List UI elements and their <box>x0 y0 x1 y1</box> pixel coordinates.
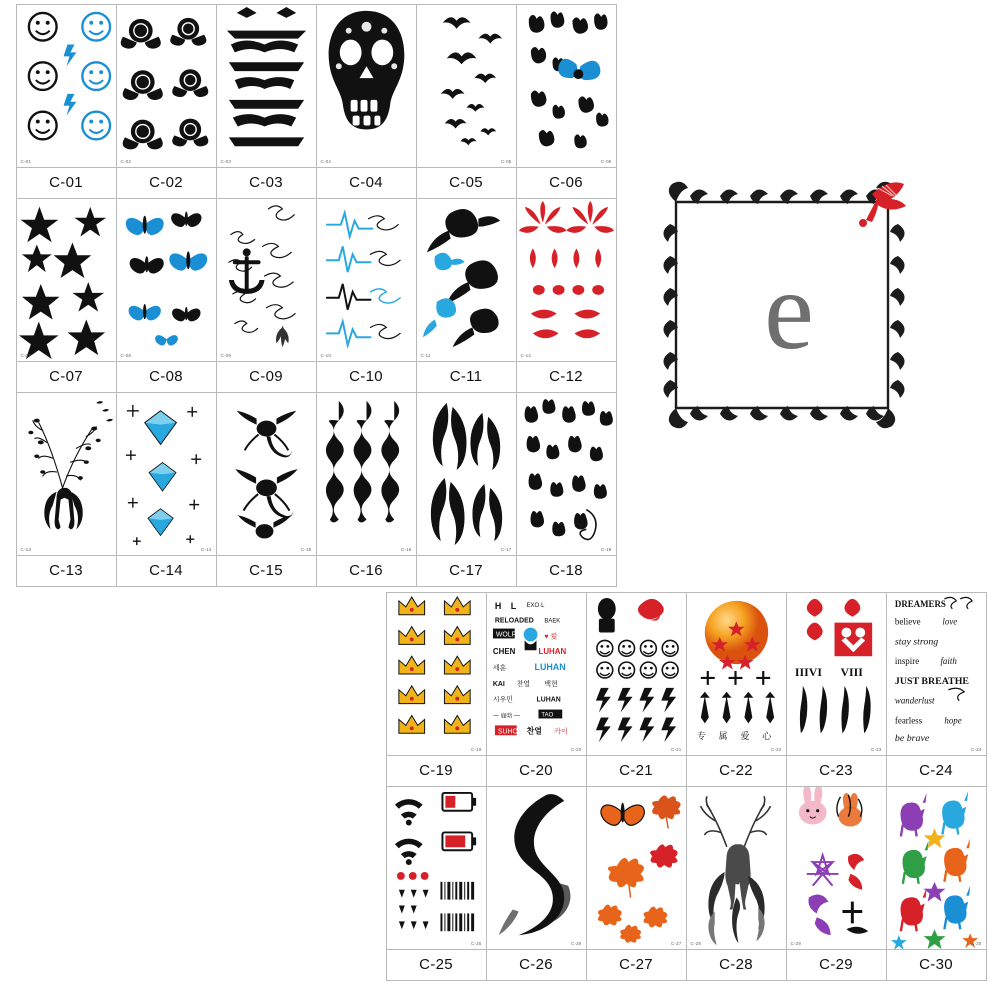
sticker-cell-c18[interactable] <box>516 392 617 587</box>
code-label-c23: C-23 <box>787 755 886 786</box>
art-butterflies <box>117 199 216 361</box>
art-ink-smoke-swirl <box>487 787 586 949</box>
art-heartbeat-lines-and-script <box>317 199 416 361</box>
sticker-cell-c25[interactable] <box>386 786 487 981</box>
svg-text:RELOADED: RELOADED <box>494 617 534 625</box>
code-label-c14: C-14 <box>117 555 216 586</box>
sticker-cell-c19[interactable] <box>386 592 487 787</box>
sticker-cell-c03[interactable] <box>216 4 317 199</box>
art-roses <box>117 5 216 167</box>
tiny-code-c25: C-25 <box>470 940 482 946</box>
code-label-c08: C-08 <box>117 361 216 392</box>
code-label-c30: C-30 <box>887 949 986 980</box>
svg-text:세훈: 세훈 <box>492 664 506 672</box>
sticker-cell-c16[interactable] <box>316 392 417 587</box>
art-cats-and-ribbon <box>517 5 616 167</box>
tiny-code-c12: C-12 <box>520 352 532 358</box>
svg-text:SUHO: SUHO <box>497 727 518 735</box>
sticker-cell-c14[interactable] <box>116 392 217 587</box>
art-gold-crowns <box>387 593 486 755</box>
tiny-code-c23: C-23 <box>870 746 882 752</box>
code-label-c06: C-06 <box>517 167 616 198</box>
svg-text:faith: faith <box>939 655 957 666</box>
art-koi-fish <box>417 199 516 361</box>
tiny-code-c11: C-11 <box>420 352 431 358</box>
svg-text:属: 属 <box>718 730 728 741</box>
svg-text:JUST BREATHE: JUST BREATHE <box>894 675 969 687</box>
tiny-code-c10: C-10 <box>320 352 332 358</box>
art-kpop-text-stickers <box>487 593 586 755</box>
svg-text:시우민: 시우민 <box>492 696 513 704</box>
code-label-c02: C-02 <box>117 167 216 198</box>
code-label-c26: C-26 <box>487 949 586 980</box>
svg-text:VIII: VIII <box>839 664 863 679</box>
frame-letter: e <box>764 249 814 373</box>
tiny-code-c07: C-07 <box>20 352 32 358</box>
code-label-c07: C-07 <box>17 361 116 392</box>
svg-text:CHEN: CHEN <box>492 646 515 656</box>
code-label-c13: C-13 <box>17 555 116 586</box>
code-label-c21: C-21 <box>587 755 686 786</box>
svg-text:백현: 백현 <box>543 680 558 688</box>
code-label-c04: C-04 <box>317 167 416 198</box>
sticker-cell-c22[interactable] <box>686 592 787 787</box>
art-calligraphy-words <box>887 593 986 755</box>
sticker-cell-c21[interactable] <box>586 592 687 787</box>
code-label-c20: C-20 <box>487 755 586 786</box>
svg-text:fearless: fearless <box>894 714 922 725</box>
art-scorpions <box>217 393 316 555</box>
svg-text:爱: 爱 <box>739 730 749 741</box>
red-dragonfly-ornament <box>859 182 906 227</box>
tiny-code-c30: C-30 <box>970 940 982 946</box>
code-label-c22: C-22 <box>687 755 786 786</box>
svg-text:inspire: inspire <box>894 655 919 666</box>
art-butterfly-and-maple-leaves <box>587 787 686 949</box>
tiny-code-c02: C-02 <box>120 158 132 164</box>
code-label-c01: C-01 <box>17 167 116 198</box>
sticker-cell-c05[interactable] <box>416 4 517 199</box>
svg-text:love: love <box>941 616 957 627</box>
code-label-c12: C-12 <box>517 361 616 392</box>
tiny-code-c22: C-22 <box>770 746 782 752</box>
svg-text:TAO: TAO <box>540 711 553 718</box>
svg-text:WOLF: WOLF <box>495 630 516 638</box>
tiny-code-c01: C-01 <box>20 158 32 164</box>
sticker-cell-c04[interactable] <box>316 4 417 199</box>
sticker-cell-c30[interactable] <box>886 786 987 981</box>
art-stars <box>17 199 116 361</box>
code-label-c09: C-09 <box>217 361 316 392</box>
tiny-code-c17: C-17 <box>500 546 512 552</box>
code-label-c28: C-28 <box>687 949 786 980</box>
sticker-cell-c26[interactable] <box>486 786 587 981</box>
art-deer-and-feathers <box>687 787 786 949</box>
tiny-code-c14: C-14 <box>200 546 212 552</box>
sticker-cell-c27[interactable] <box>586 786 687 981</box>
code-label-c24: C-24 <box>887 755 986 786</box>
svg-text:hope: hope <box>943 714 962 725</box>
sticker-cell-c24[interactable] <box>886 592 987 787</box>
svg-text:LUHAN: LUHAN <box>536 696 561 704</box>
art-deer-with-branch-antlers <box>17 393 116 555</box>
tiny-code-c27: C-27 <box>670 940 682 946</box>
code-label-c10: C-10 <box>317 361 416 392</box>
sticker-cell-c10[interactable] <box>316 198 417 393</box>
sticker-cell-c08[interactable] <box>116 198 217 393</box>
tiny-code-c13: C-13 <box>20 546 32 552</box>
tiny-code-c21: C-21 <box>670 746 682 752</box>
code-label-c27: C-27 <box>587 949 686 980</box>
tiny-code-c19: C-19 <box>470 746 482 752</box>
art-smiley-faces-and-bolts <box>17 5 116 167</box>
svg-text:LUHAN: LUHAN <box>537 646 566 656</box>
art-wave-strokes <box>317 393 416 555</box>
tiny-code-c28: C-28 <box>690 940 702 946</box>
sticker-cell-c28[interactable] <box>686 786 787 981</box>
sticker-cell-c15[interactable] <box>216 392 317 587</box>
sticker-cell-c01[interactable] <box>16 4 117 199</box>
svg-text:wanderlust: wanderlust <box>894 695 934 706</box>
svg-text:believe: believe <box>894 616 921 627</box>
art-red-lotus-and-drops <box>517 199 616 361</box>
svg-text:찬열: 찬열 <box>516 680 530 688</box>
sticker-cell-c06[interactable] <box>516 4 617 199</box>
art-rabbit-star-and-script <box>787 787 886 949</box>
tiny-code-c08: C-08 <box>120 352 132 358</box>
sticker-grid-top-left <box>16 4 616 586</box>
art-wifi-battery-barcode <box>387 787 486 949</box>
art-hearts-feathers-roman-numerals <box>787 593 886 755</box>
svg-text:stay strong: stay strong <box>894 635 938 647</box>
code-label-c18: C-18 <box>517 555 616 586</box>
art-cat-silhouettes <box>517 393 616 555</box>
tiny-code-c04: C-04 <box>320 158 332 164</box>
sticker-cell-c13[interactable] <box>16 392 117 587</box>
sticker-cell-c29[interactable] <box>786 786 887 981</box>
code-label-c11: C-11 <box>417 361 516 392</box>
svg-text:be brave: be brave <box>894 732 929 744</box>
tiny-code-c09: C-09 <box>220 352 232 358</box>
tiny-code-c06: C-06 <box>600 158 612 164</box>
art-arrow-feathers <box>417 393 516 555</box>
art-flying-birds <box>417 5 516 167</box>
art-colorful-unicorns-and-stars <box>887 787 986 949</box>
tiny-code-c20: C-20 <box>570 746 582 752</box>
art-sugar-skull <box>317 5 416 167</box>
tiny-code-c15: C-15 <box>300 546 312 552</box>
svg-text:♥ 爱: ♥ 爱 <box>543 632 557 640</box>
code-label-c17: C-17 <box>417 555 516 586</box>
art-blue-diamonds <box>117 393 216 555</box>
svg-text:专: 专 <box>696 730 706 741</box>
code-label-c16: C-16 <box>317 555 416 586</box>
svg-text:BAEK: BAEK <box>543 618 560 625</box>
sticker-cell-c09[interactable] <box>216 198 317 393</box>
code-label-c29: C-29 <box>787 949 886 980</box>
tiny-code-c03: C-03 <box>220 158 232 164</box>
ornate-frame-panel <box>660 180 918 430</box>
svg-text:EXO·L: EXO·L <box>526 602 544 609</box>
tiny-code-c05: C-05 <box>500 158 512 164</box>
art-script-lettering-and-anchor <box>217 199 316 361</box>
sticker-cell-c23[interactable] <box>786 592 887 787</box>
sticker-cell-c02[interactable] <box>116 4 217 199</box>
code-label-c25: C-25 <box>387 949 486 980</box>
sticker-cell-c20[interactable] <box>486 592 587 787</box>
svg-text:L: L <box>510 600 516 611</box>
tiny-code-c24: C-24 <box>970 746 982 752</box>
code-label-c19: C-19 <box>387 755 486 786</box>
art-dragon-ball-and-arrows <box>687 593 786 755</box>
sticker-cell-c12[interactable] <box>516 198 617 393</box>
svg-text:LUHAN: LUHAN <box>534 661 566 672</box>
tiny-code-c18: C-18 <box>600 546 612 552</box>
tiny-code-c16: C-16 <box>400 546 412 552</box>
sticker-cell-c11[interactable] <box>416 198 517 393</box>
sticker-cell-c17[interactable] <box>416 392 517 587</box>
svg-text:DREAMERS: DREAMERS <box>894 598 946 609</box>
svg-text:— 鹿晗 —: — 鹿晗 — <box>492 712 520 719</box>
svg-text:IIIVI: IIIVI <box>794 664 822 679</box>
tiny-code-c29: C-29 <box>790 940 802 946</box>
sticker-cell-c07[interactable] <box>16 198 117 393</box>
art-emoji-faces-and-bolts <box>587 593 686 755</box>
svg-text:카이: 카이 <box>553 727 568 735</box>
svg-text:찬열: 찬열 <box>526 725 542 735</box>
code-label-c05: C-05 <box>417 167 516 198</box>
svg-text:H: H <box>494 600 501 611</box>
code-label-c15: C-15 <box>217 555 316 586</box>
sticker-grid-bottom-right <box>386 592 986 980</box>
tiny-code-c26: C-26 <box>570 940 582 946</box>
svg-text:KAI: KAI <box>492 680 505 688</box>
svg-text:心: 心 <box>761 730 771 741</box>
code-label-c03: C-03 <box>217 167 316 198</box>
art-tribal-bands <box>217 5 316 167</box>
